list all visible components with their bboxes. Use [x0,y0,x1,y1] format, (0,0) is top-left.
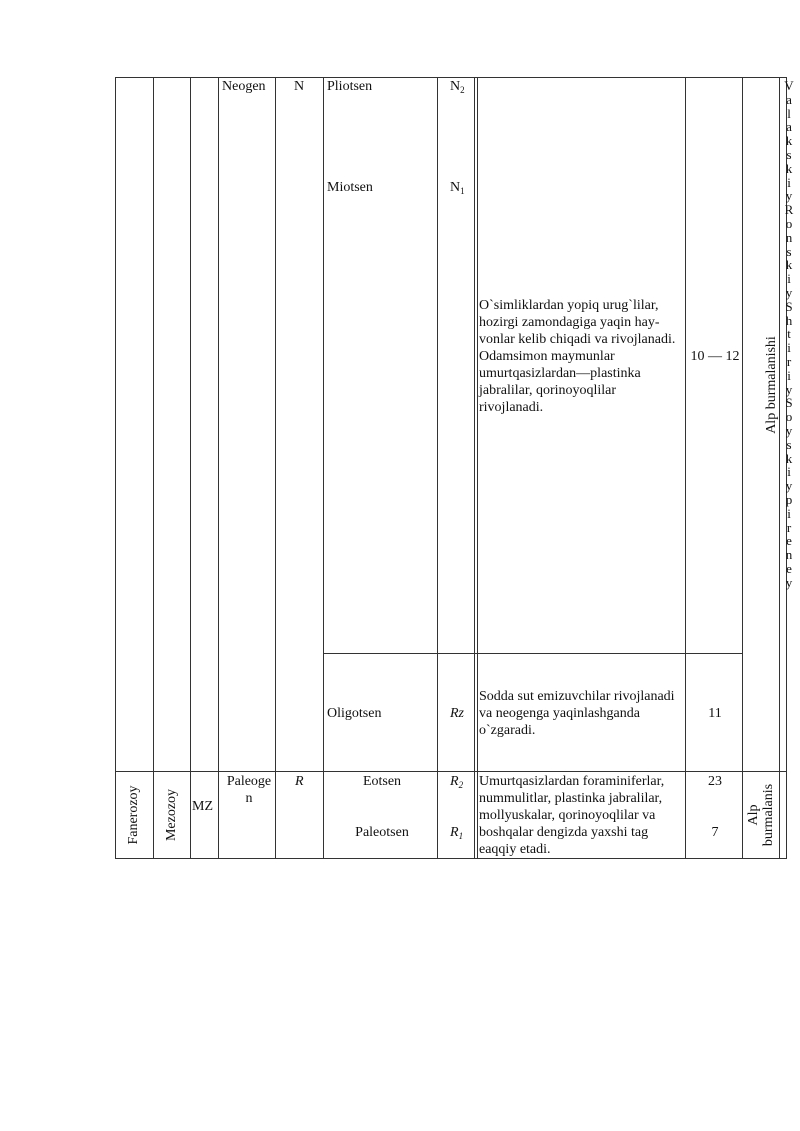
neogen-folding: Alp burmalanishi [764,336,779,434]
vertical-note-char: s [786,436,792,452]
vertical-note-char: y [785,478,793,494]
pliotsen-symbol-letter: N [450,79,461,94]
table-bottom-border [115,858,787,859]
paleogen-period: Paleoge n [226,774,272,806]
col-border [153,77,154,859]
paleotsen-symbol-letter: R [450,825,459,840]
col-border [115,77,116,859]
col-border [742,77,743,859]
eotsen-symbol [450,773,463,794]
paleotsen-symbol-sub: 1 [458,831,464,841]
eotsen-symbol-letter: R [450,774,459,789]
oligotsen-description: Sodda sut emizuvchilar rivojlanadi va neogenga yaqinlashganda o`zgaradi. [479,689,675,738]
col-border [437,77,438,859]
vertical-note-char: e [786,560,792,576]
vertical-note-char: r [786,519,792,535]
vertical-note-char: i [787,505,791,521]
neogen-index: N [294,79,305,94]
vertical-note-char: l [787,105,791,121]
vertical-note-char: s [786,146,792,162]
vertical-note-char: k [785,257,793,273]
vertical-note-char: a [786,119,792,135]
vertical-note-char: i [787,464,791,480]
vertical-note-char: y [785,574,793,590]
pliotsen-symbol-sub: 2 [460,85,465,95]
vertical-note-char: n [785,229,793,245]
neogen-duration: 10 — 12 [690,349,740,364]
vertical-note-char: o [785,409,793,425]
vertical-note-char: S [785,395,793,411]
vertical-note-char: s [786,243,792,259]
vertical-note-char: k [785,450,793,466]
vertical-note-char: a [786,91,792,107]
vertical-note-char: i [787,340,791,356]
vertical-note [783,79,795,589]
vertical-note-char: i [787,174,791,190]
col-border [477,77,478,859]
oligotsen-epoch: Oligotsen [327,706,382,721]
col-border [275,77,276,859]
paleotsen-duration: 7 [711,825,719,840]
vertical-note-char: V [784,78,794,93]
oligotsen-duration: 11 [708,706,722,721]
paleotsen-symbol [450,824,463,845]
vertical-note-char: n [785,547,793,563]
vertical-note-char: i [787,367,791,383]
oligotsen-top-border [323,653,742,654]
miotsen-symbol-letter: N [450,180,461,195]
paleogen-description: Umurtqasizlardan foraminiferlar, nummulitlar, plastinka jabralilar, mollyuskalar, qorinoyoqlilar va boshqalar dengizda yaxshi tag eaqqiy etadi. [479,774,665,857]
vertical-note-char: r [786,353,792,369]
eotsen-symbol-sub: 2 [458,780,464,790]
vertical-note-char: y [785,284,793,300]
paleotsen-epoch: Paleotsen [355,825,409,840]
col-border [685,77,686,859]
col-border [779,77,780,859]
eon-label: Fanerozoy [126,785,141,845]
era-label: Mezozoy [164,788,179,842]
vertical-note-char: S [785,298,793,314]
vertical-note-char: p [785,491,793,507]
eotsen-duration: 23 [708,774,722,789]
miotsen-symbol-sub: 1 [460,186,465,196]
paleogen-folding: Alp burmalanis [746,783,776,847]
miotsen-symbol [450,179,465,200]
vertical-note-char: k [785,160,793,176]
oligotsen-symbol: Rz [450,706,464,721]
eotsen-epoch: Eotsen [362,774,402,789]
era-index: MZ [192,799,213,814]
vertical-note-char: y [785,381,793,397]
paleogen-index: R [295,774,304,789]
vertical-note-char: y [785,188,793,204]
neogen-description: O`simliklardan yopiq urug`lilar, hozirgi zamondagiga yaqin hay-vonlar kelib chiqadi va rivojlanadi. Odamsimon maymunlar umurtqasizlardan—plastinka jabralilar, qorinoyoqlilar rivojlanadi. [479,298,676,415]
miotsen-epoch: Miotsen [327,180,373,195]
paleogen-top-border [115,771,787,772]
col-border [474,77,475,859]
vertical-note-char: e [786,533,792,549]
vertical-note-char: k [785,133,793,149]
vertical-note-char: t [787,326,791,342]
vertical-note-char: i [787,271,791,287]
vertical-note-char: h [785,312,793,328]
col-border [190,77,191,859]
vertical-note-char: y [785,422,793,438]
neogen-period: Neogen [222,79,266,94]
pliotsen-epoch: Pliotsen [327,79,373,94]
col-border [323,77,324,859]
vertical-note-char: o [785,215,793,231]
vertical-note-char: R [784,202,794,218]
pliotsen-symbol [450,78,465,99]
col-border [218,77,219,859]
